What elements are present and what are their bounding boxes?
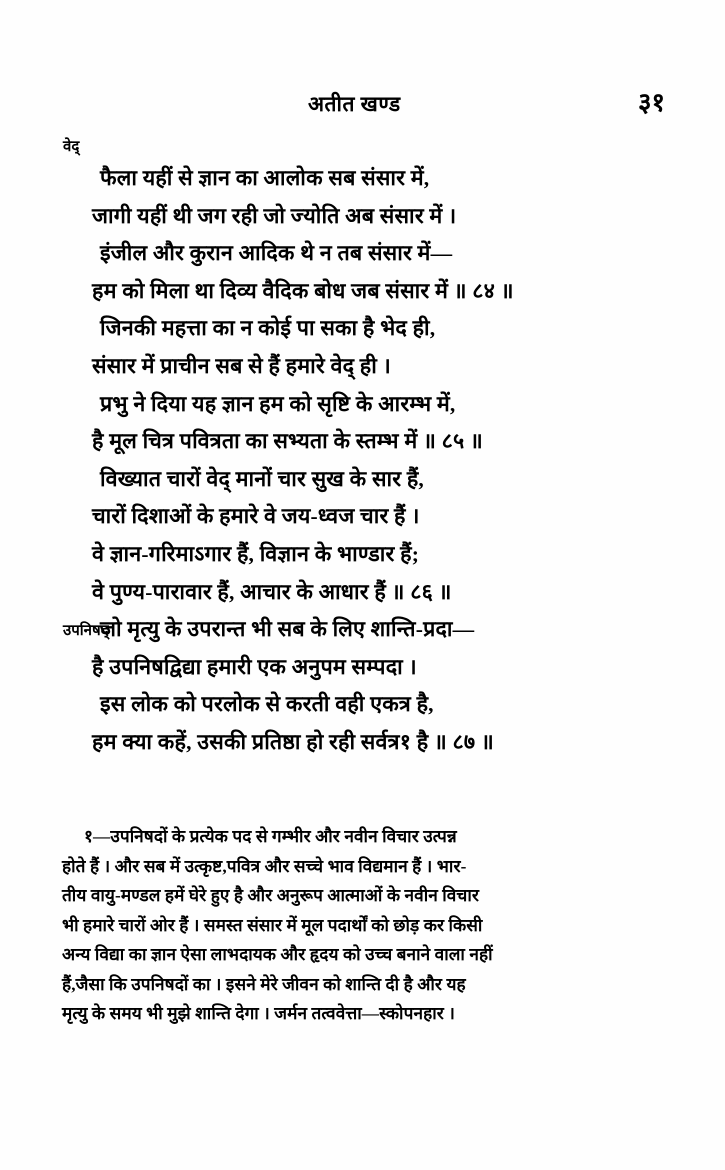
running-head-title: अतीत खण्ड [308, 92, 401, 116]
verse-line: चारों दिशाओं के हमारे वे जय-ध्वज चार हैं । [92, 504, 420, 529]
verse-line: हम क्या कहें, उसकी प्रतिष्ठा हो रही सर्वत्र१ है ॥ ८७ ॥ [92, 729, 494, 754]
footnote-line: भी हमारे चारों ओर हैं । समस्त संसार में मूल पदार्थों को छोड़ कर किसी [62, 915, 483, 935]
verse-line: फैला यहीं से ज्ञान का आलोक सब संसार में, [100, 166, 430, 190]
page-number: ३१ [638, 88, 666, 117]
footnote-line: अन्य विद्या का ज्ञान ऐसा लाभदायक और हृदय को उच्च बनाने वाला नहीं [62, 945, 493, 964]
verse-line: है मूल चित्र पवित्रता का सभ्यता के स्तम्भ में ॥ ८५ ॥ [92, 429, 484, 454]
verse-line: प्रभु ने दिया यह ज्ञान हम को सृष्टि के आरम्भ में, [100, 391, 456, 416]
verse-line: इंजील और कुरान आदिक थे न तब संसार में— [100, 241, 453, 266]
stanza-85 [0, 310, 725, 460]
footnote-block [62, 822, 672, 1029]
verse-line: जो मृत्यु के उपरान्त भी सब के लिए शान्ति-प्रदा— [100, 617, 475, 642]
verse-line: वे पुण्य-पारावार हैं, आचार के आधार हैं ॥ ८६ ॥ [92, 579, 452, 604]
verse-line: है उपनिषद्विद्या हमारी एक अनुपम सम्पदा । [92, 654, 417, 679]
verse-line: संसार में प्राचीन सब से हैं हमारे वेद् ही । [92, 353, 391, 378]
verse-line: विख्यात चारों वेद् मानों चार सुख के सार हैं, [100, 466, 425, 491]
stanza-87 [0, 611, 725, 761]
footnote-line: हैं,जैसा कि उपनिषदों का । इसने मेरे जीवन को शान्ति दी है और यह [62, 974, 466, 994]
running-head [0, 88, 725, 128]
verse-line: जागी यहीं थी जग रही जो ज्योति अब संसार में । [92, 203, 457, 228]
stanza-86 [0, 461, 725, 611]
stanza-84 [0, 160, 725, 310]
verse-line: जिनकी महत्ता का न कोई पा सका है भेद ही, [100, 316, 436, 341]
footnote-line: होते हैं । और सब में उत्कृष्ट,पवित्र और सच्चे भाव विद्यमान हैं । भार- [62, 856, 467, 876]
verse-body [0, 160, 725, 762]
footnote-line: १—उपनिषदों के प्रत्येक पद से गम्भीर और नवीन विचार उत्पन्न [84, 827, 457, 846]
section-label-upanishad: उपनिषद् [63, 623, 109, 639]
footnote-line: तीय वायु-मण्डल हमें घेरे हुए है और अनुरूप आत्माओं के नवीन विचार [62, 886, 480, 905]
footnote-line: मृत्यु के समय भी मुझे शान्ति देगा । जर्मन तत्ववेत्ता—स्कोपनहार । [62, 1004, 455, 1023]
verse-line: हम को मिला था दिव्य वैदिक बोध जब संसार में ॥ ८४ ॥ [92, 278, 514, 303]
verse-line: वे ज्ञान-गरिमाऽगार हैं, विज्ञान के भाण्डार हैं; [92, 541, 420, 566]
verse-line: इस लोक को परलोक से करती वही एकत्र है, [100, 692, 434, 717]
section-label-ved: वेद् [63, 139, 80, 155]
